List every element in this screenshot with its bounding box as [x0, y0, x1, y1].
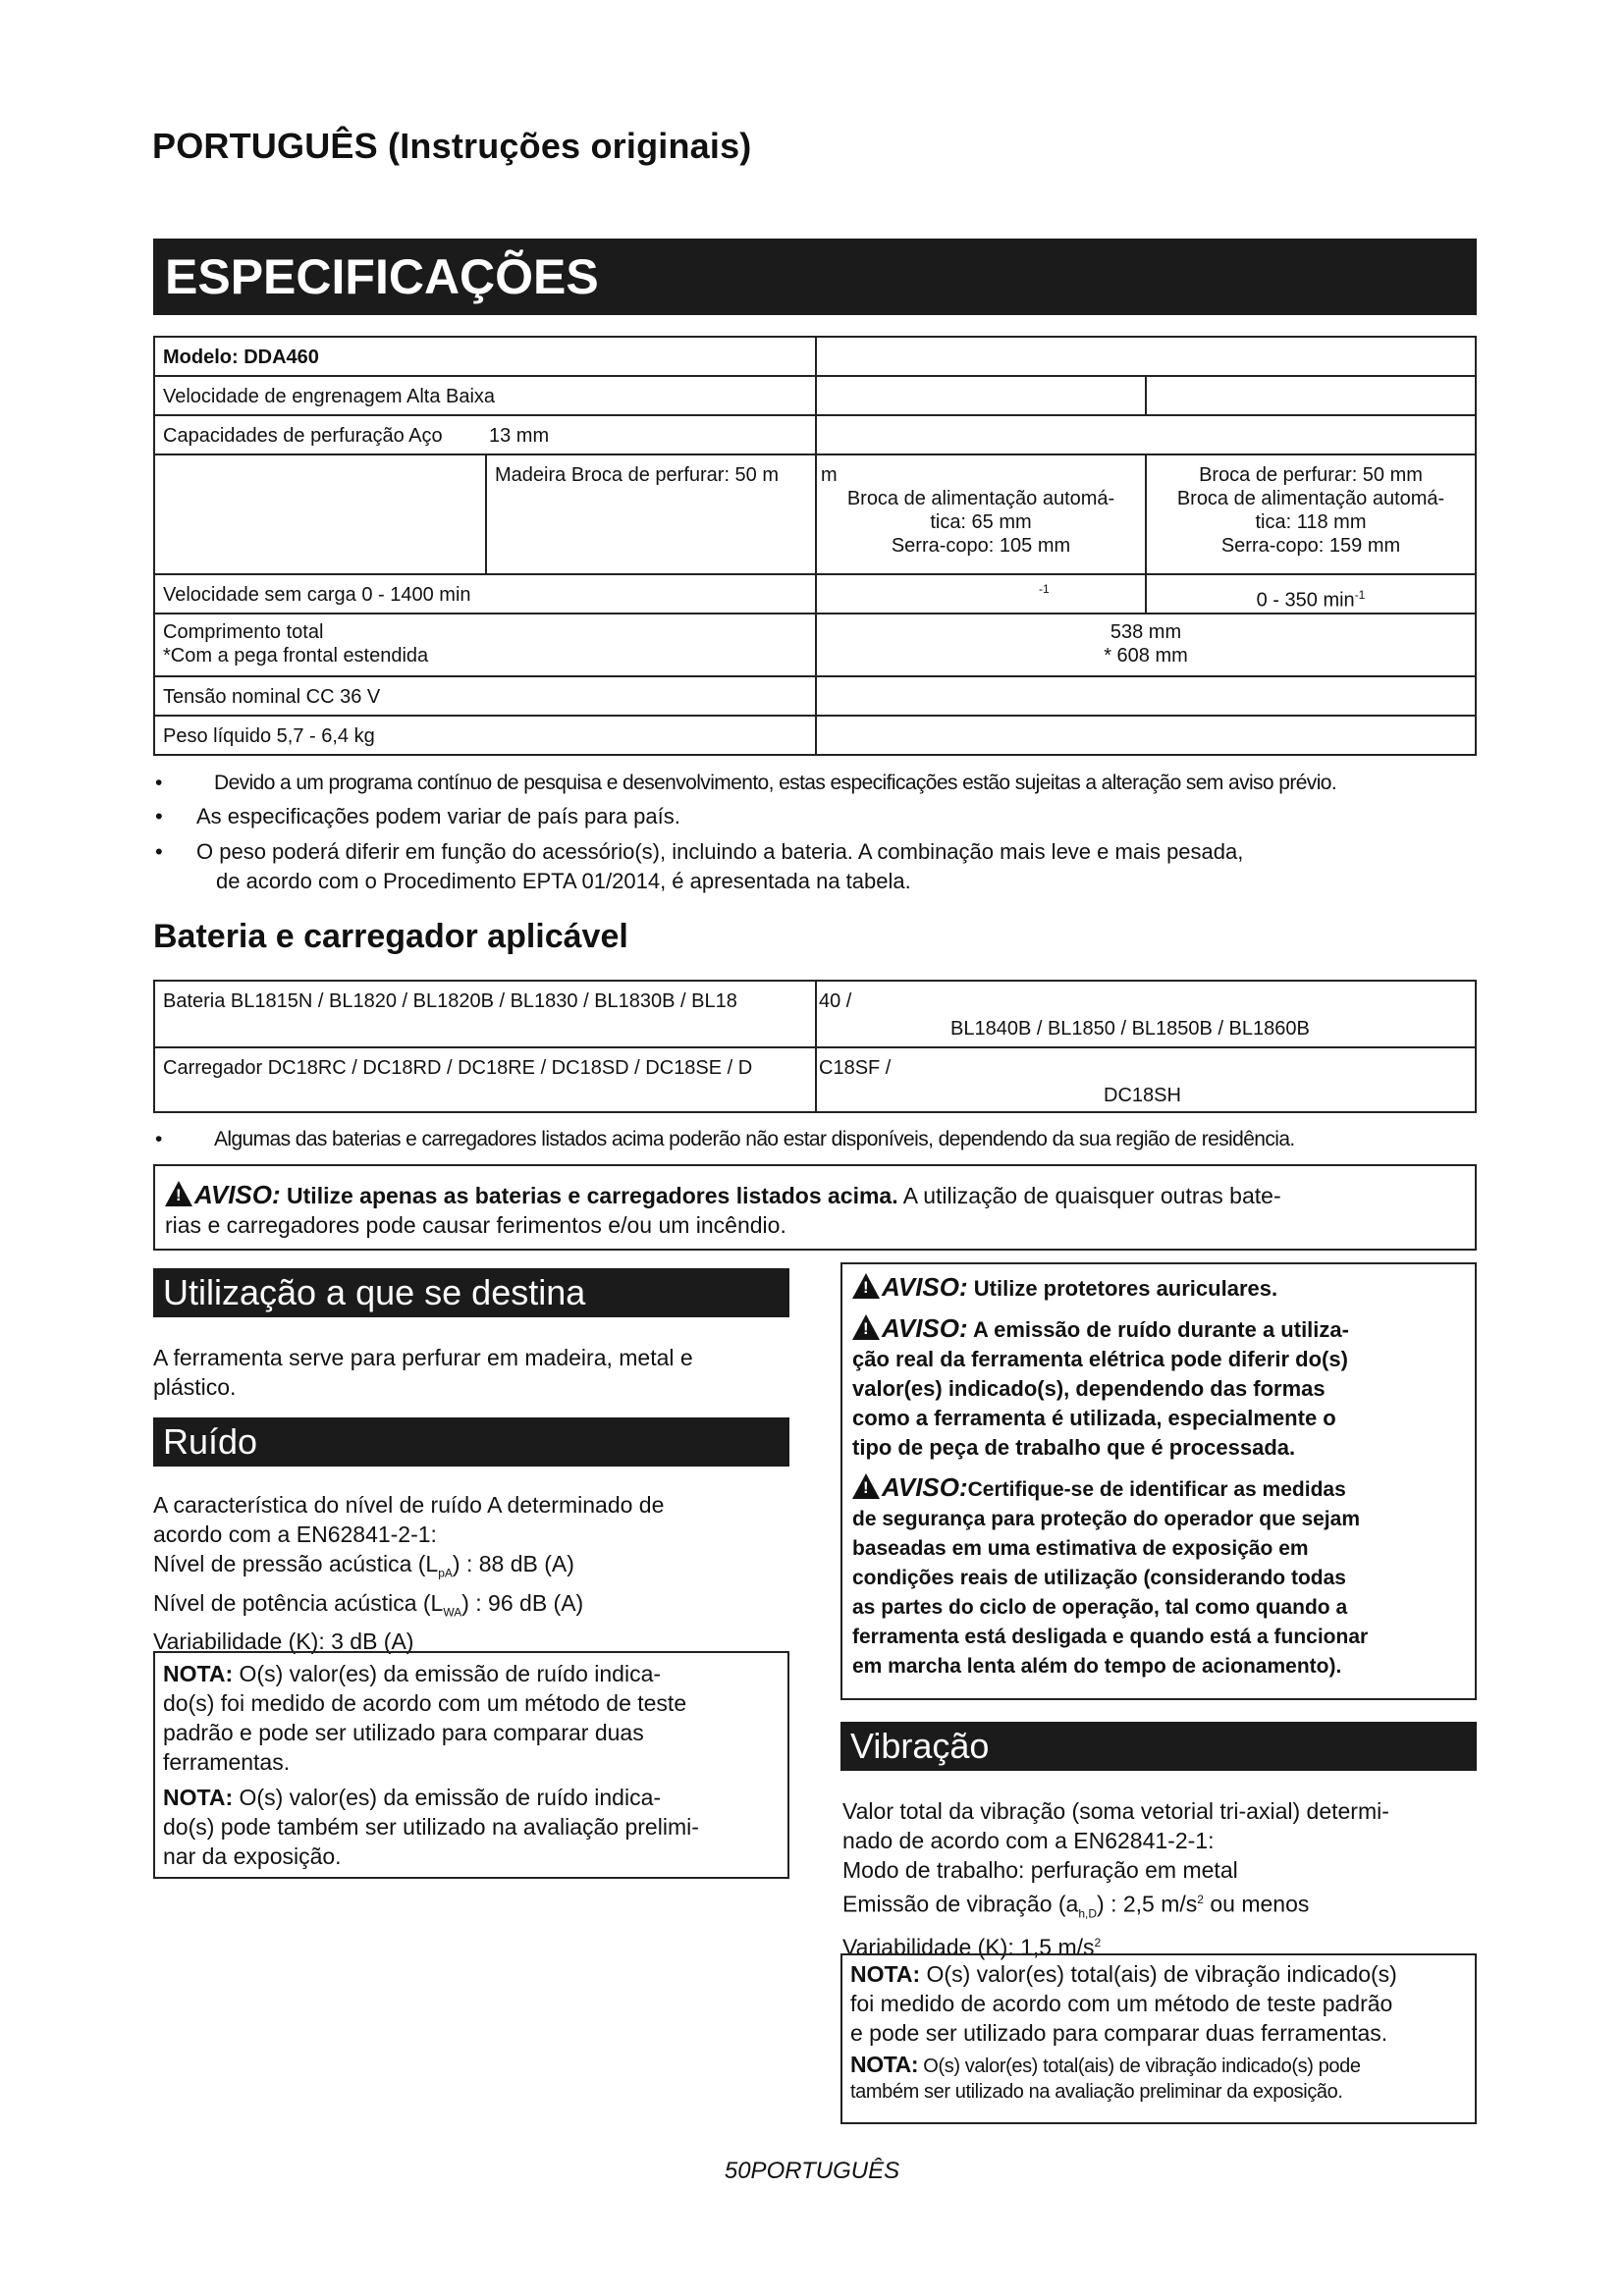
- noise-notes-box: [153, 1651, 789, 1879]
- noise-note-1: NOTA: O(s) valor(es) da emissão de ruído indica- do(s) foi medido de acordo com um método de teste padrão e pode ser utilizado para comparar duas ferramentas.: [163, 1661, 687, 1775]
- model-label: Modelo: DDA460: [163, 347, 319, 368]
- drilling-capacities-label: Capacidades de perfuração Aço: [163, 425, 443, 447]
- noise-text: A característica do nível de ruído A determinado de acordo com a EN62841-2-1: Nível de pressão acústica $(L_{pA})$ : 88 dB (A) Nível de potência acústica $(L_{WA})$ : 96 dB (A) Variabilidade (K): 3 dB (A): [153, 1492, 665, 1655]
- battery-list-tail: 40 /: [819, 990, 852, 1012]
- no-load-speed-sup: -1: [1039, 582, 1050, 596]
- charger-list: Carregador DC18RC / DC18RD / DC18RE / DC18SD / DC18SE / D: [163, 1057, 753, 1079]
- warning-icon: [165, 1181, 192, 1206]
- charger-list-tail: C18SF /: [819, 1057, 892, 1079]
- wood-drill-bit-label: Madeira Broca de perfurar: 50 m: [495, 464, 780, 486]
- battery-charger-heading: Bateria e carregador aplicável: [153, 918, 628, 955]
- warning-icon: [852, 1314, 880, 1340]
- intended-use-text: A ferramenta serve para perfurar em madeira, metal e plástico.: [153, 1345, 693, 1400]
- low-gear-capacities: Broca de perfurar: 50 mm Broca de alimentação automá- tica: 118 mm Serra-copo: 159 mm: [1176, 464, 1445, 557]
- specifications-heading: ESPECIFICAÇÕES: [153, 239, 1477, 315]
- page-number-footer: 50PORTUGUÊS: [724, 2158, 900, 2184]
- warning-icon: [852, 1273, 880, 1299]
- warning-icon: [852, 1473, 880, 1499]
- battery-list-2: BL1840B / BL1850 / BL1850B / BL1860B: [950, 1018, 1310, 1040]
- gear-speed-label: Velocidade de engrenagem Alta Baixa: [163, 386, 496, 407]
- battery-warning-box: !AVISO: Utilize apenas as baterias e carregadores listados acima. A utilização de quaisquer outras bate- rias e carregadores pode causar ferimentos e/ou um incêndio.: [153, 1164, 1477, 1251]
- page-language-title: PORTUGUÊS (Instruções originais): [152, 126, 752, 166]
- noise-note-2: NOTA: O(s) valor(es) da emissão de ruído indica- do(s) pode também ser utilizado na avaliação prelimi- nar da exposição.: [163, 1785, 699, 1869]
- vibration-text: Valor total da vibração (soma vetorial tri-axial) determi- nado de acordo com a EN62841-2-1: Modo de trabalho: perfuração em metal Emissão de vibração $(a_{h,D})$ : 2,5 $m/s^2$ ou menos Variabilidade (K): 1,5 $m/s^2$: [842, 1798, 1389, 1960]
- intended-use-heading: Utilização a que se destina: [153, 1268, 789, 1317]
- noise-warnings-box: !AVISO: Utilize protetores auriculares. !AVISO: A emissão de ruído durante a utiliza- ção real da ferramenta elétrica pode diferir do(s) valor(es) indicado(s), dependendo das formas como a ferramenta é utilizada, especialmente o tipo de peça de trabalho que é processada. !AVISO:Certifique-se de identificar as medidas de segurança para proteção do operador que sejam baseadas em uma estimativa de exposição em condições reais de utilização (considerando todas as partes do ciclo de operação, tal como quando a ferramenta está desligada e quando está a funcionar em marcha lenta além do tempo de acionamento).: [840, 1262, 1477, 1700]
- high-gear-capacities: Broca de alimentação automá- tica: 65 mm Serra-copo: 105 mm: [846, 488, 1115, 557]
- specifications-table: [153, 336, 1477, 756]
- steel-capacity: 13 mm: [489, 425, 550, 447]
- low-speed-value: 0 - 350 $\min^{-1}$: [1256, 588, 1366, 612]
- wood-drill-tail: m: [821, 464, 838, 486]
- vibration-note-1: NOTA: O(s) valor(es) total(ais) de vibração indicado(s) foi medido de acordo com um método de teste padrão e pode ser utilizado para comparar duas ferramentas.: [850, 1961, 1397, 2046]
- vibration-notes-box: [840, 1953, 1477, 2124]
- rated-voltage-label: Tensão nominal CC 36 V: [163, 686, 381, 708]
- overall-length-value: 538 mm * 608 mm: [1104, 621, 1188, 667]
- vibration-note-2: NOTA: O(s) valor(es) total(ais) de vibração indicado(s) pode também ser utilizado na avaliação preliminar da exposição.: [850, 2052, 1361, 2103]
- battery-list: Bateria BL1815N / BL1820 / BL1820B / BL1830 / BL1830B / BL18: [163, 990, 737, 1012]
- overall-length-label: Comprimento total *Com a pega frontal estendida: [163, 621, 429, 667]
- no-load-speed-label: Velocidade sem carga 0 - 1400 min: [163, 584, 471, 606]
- battery-charger-table: [153, 980, 1477, 1113]
- net-weight-label: Peso líquido 5,7 - 6,4 kg: [163, 725, 375, 747]
- charger-list-2: DC18SH: [1104, 1085, 1181, 1106]
- noise-heading: Ruído: [153, 1417, 789, 1467]
- vibration-heading: Vibração: [840, 1722, 1477, 1771]
